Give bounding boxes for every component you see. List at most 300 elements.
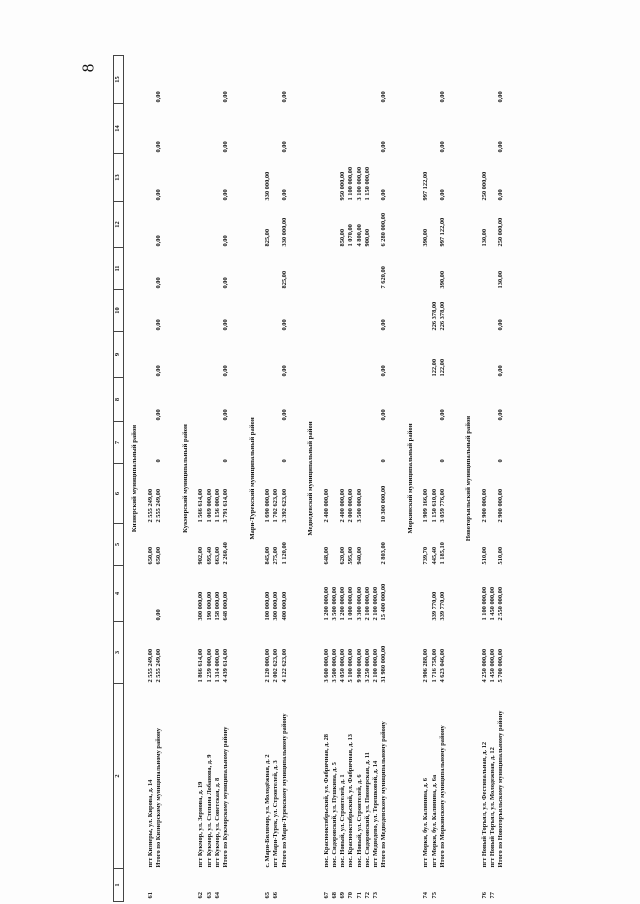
value-cell — [364, 332, 372, 378]
value-cell: 130,00 — [481, 228, 489, 247]
table-row — [481, 56, 489, 902]
spacer-row — [289, 56, 300, 902]
value-cell: 3 100 000,00 — [355, 166, 363, 201]
value-cell: 4 250 000,00 — [481, 648, 489, 683]
value-cell: 950 000,00 — [339, 171, 347, 201]
total-value-cell: 0,00 — [380, 189, 388, 201]
value-cell — [206, 56, 214, 104]
value-cell — [323, 290, 331, 332]
total-value-cell: 6 280 000,00 — [380, 212, 388, 247]
total-row — [155, 56, 163, 902]
value-cell — [214, 332, 222, 378]
total-value-cell: 0,00 — [155, 189, 163, 201]
total-value-cell: 5 700 000,00 — [497, 648, 505, 683]
value-cell — [372, 104, 380, 154]
table-row — [323, 56, 331, 902]
district-header-row — [464, 56, 475, 902]
value-cell — [331, 202, 339, 248]
value-cell — [422, 566, 430, 622]
address-cell: пгт Морки, бул. Калинина, д. 6 — [422, 778, 430, 868]
address-cell: пгт Мари-Турек, ул. Строителей, д. 3 — [272, 760, 280, 868]
table-row — [347, 56, 355, 902]
table-row — [339, 56, 347, 902]
value-cell: 2 100 000,00 — [372, 586, 380, 621]
value-cell: 510,00 — [481, 546, 489, 565]
district-header-row — [247, 56, 258, 902]
total-value-cell: 0 — [497, 459, 505, 463]
address-cell: пгт Кукмор, ул. Зернова, д. 19 — [197, 781, 205, 868]
address-cell: пгт Кукмор, ул. Степана Лобанова, д. 9 — [205, 754, 213, 868]
column-number-10: 10 — [114, 290, 124, 332]
value-cell — [264, 332, 272, 378]
value-cell: 300 000,00 — [197, 591, 205, 621]
spacer-row — [506, 56, 517, 902]
district-header-row — [130, 56, 141, 902]
spacer-cell — [163, 56, 174, 902]
value-cell — [331, 290, 339, 332]
total-value-cell: 0,00 — [497, 91, 505, 103]
value-cell — [214, 290, 222, 332]
value-cell: 250 000,00 — [481, 171, 489, 201]
value-cell: 339 770,00 — [430, 591, 438, 621]
value-cell — [272, 290, 280, 332]
address-cell: пос. Сидоровский, ул. Пионерская, д. 11 — [363, 752, 371, 868]
value-cell — [431, 104, 439, 154]
value-cell — [264, 56, 272, 104]
total-value-cell: 0,00 — [497, 189, 505, 201]
total-value-cell: 0,00 — [438, 409, 446, 421]
value-cell — [206, 378, 214, 422]
total-value-cell: 4 623 046,00 — [438, 648, 446, 683]
row-number: 68 — [331, 892, 339, 899]
address-cell: пос. Краснооктябрьский, ул. Фабричная, д. 28 — [322, 734, 330, 868]
value-cell — [364, 422, 372, 464]
row-number: 76 — [481, 892, 489, 899]
value-cell: 3 500 000,00 — [355, 488, 363, 523]
value-cell — [489, 290, 497, 332]
total-value-cell: 10 300 000,00 — [380, 485, 388, 523]
value-cell — [481, 290, 489, 332]
column-number-1: 1 — [114, 869, 124, 902]
value-cell — [422, 104, 430, 154]
value-cell: 1 000 000,00 — [347, 586, 355, 621]
total-value-cell: 0,00 — [222, 277, 230, 289]
value-cell: 1 690 000,00 — [264, 488, 272, 523]
value-cell — [206, 332, 214, 378]
value-cell — [356, 104, 364, 154]
total-value-cell: 0 — [222, 459, 230, 463]
total-value-cell: 330 000,00 — [280, 217, 288, 247]
value-cell: 1 716 758,00 — [430, 648, 438, 683]
value-cell: 3 250 000,00 — [363, 648, 371, 683]
total-row — [497, 56, 505, 902]
spacer-cell — [230, 56, 241, 902]
value-cell — [347, 332, 355, 378]
value-cell: 2 000 000,00 — [347, 488, 355, 523]
column-number-15: 15 — [114, 56, 124, 104]
table-header — [114, 56, 124, 902]
total-value-cell: 0 — [155, 459, 163, 463]
value-cell: 1 150 000,00 — [363, 166, 371, 201]
value-cell — [347, 248, 355, 290]
row-number: 64 — [213, 892, 221, 899]
value-cell — [323, 378, 331, 422]
value-cell — [356, 378, 364, 422]
value-cell — [272, 248, 280, 290]
value-cell: 275,00 — [272, 546, 280, 565]
value-cell — [364, 464, 372, 524]
value-cell — [264, 290, 272, 332]
value-cell — [331, 464, 339, 524]
value-cell — [372, 332, 380, 378]
row-number: 66 — [272, 892, 280, 899]
value-cell: 1 150 610,00 — [430, 488, 438, 523]
value-cell: 158 000,00 — [213, 591, 221, 621]
value-cell: 190 000,00 — [205, 591, 213, 621]
column-number-14: 14 — [114, 104, 124, 154]
row-number: 77 — [489, 892, 497, 899]
row-number: 65 — [264, 892, 272, 899]
total-value-cell: 0,00 — [380, 141, 388, 153]
value-cell — [206, 248, 214, 290]
value-cell — [323, 422, 331, 464]
row-number — [439, 869, 447, 902]
table-row — [356, 56, 364, 902]
page-number: 8 — [78, 63, 98, 73]
row-number — [497, 869, 505, 902]
address-cell: пгт Кукмор, ул. Советская, д. 8 — [213, 777, 221, 868]
value-cell — [356, 290, 364, 332]
total-value-cell: 15 400 000,00 — [380, 583, 388, 621]
total-value-cell: 0,00 — [280, 365, 288, 377]
value-cell — [372, 290, 380, 332]
value-cell — [372, 464, 380, 524]
value-cell — [364, 104, 372, 154]
total-value-cell: 2 555 249,00 — [155, 648, 163, 683]
spacer-row — [388, 56, 399, 902]
total-value-cell: 0,00 — [155, 319, 163, 331]
value-cell — [272, 56, 280, 104]
total-value-cell: 390,00 — [438, 270, 446, 289]
address-cell: пгт Новый Торъял, ул. Фестивальная, д. 12 — [481, 741, 489, 868]
total-value-cell: 0,00 — [155, 277, 163, 289]
value-cell: 2 002 623,00 — [272, 648, 280, 683]
spacer-cell — [388, 56, 399, 902]
value-cell: 226 378,00 — [430, 301, 438, 331]
column-number-5: 5 — [114, 524, 124, 566]
value-cell: 1 702 623,00 — [272, 488, 280, 523]
value-cell — [264, 248, 272, 290]
value-cell — [331, 248, 339, 290]
value-cell — [489, 248, 497, 290]
value-cell — [197, 248, 205, 290]
value-cell: 900,00 — [363, 228, 371, 247]
value-cell — [372, 248, 380, 290]
value-cell: 1 100 000,00 — [481, 586, 489, 621]
total-row — [281, 56, 289, 902]
district-title: Кукморский муниципальный район — [181, 424, 189, 533]
value-cell — [481, 378, 489, 422]
total-value-cell: 0,00 — [280, 141, 288, 153]
value-cell — [364, 248, 372, 290]
row-number: 63 — [205, 892, 213, 899]
value-cell — [147, 154, 155, 202]
value-cell — [147, 422, 155, 464]
value-cell — [489, 104, 497, 154]
total-value-cell: 250 000,00 — [497, 217, 505, 247]
value-cell — [197, 332, 205, 378]
value-cell — [323, 248, 331, 290]
value-cell: 1 069 000,00 — [205, 488, 213, 523]
value-cell — [323, 56, 331, 104]
value-cell — [372, 154, 380, 202]
value-cell — [339, 104, 347, 154]
value-cell: 1 450 000,00 — [489, 586, 497, 621]
total-value-cell: 4 439 614,00 — [222, 648, 230, 683]
value-cell: 3 600 000,00 — [322, 648, 330, 683]
district-title: Мари-Турекский муниципальный район — [248, 417, 256, 540]
value-cell — [272, 202, 280, 248]
value-cell: 390,00 — [422, 228, 430, 247]
value-cell — [206, 202, 214, 248]
total-value-cell: 997 122,00 — [438, 217, 446, 247]
value-cell — [214, 202, 222, 248]
value-cell — [372, 524, 380, 566]
total-value-cell: 3 392 623,00 — [280, 488, 288, 523]
value-cell: 3 300 000,00 — [355, 586, 363, 621]
district-title: Моркинский муниципальный район — [406, 423, 414, 534]
table-row — [489, 56, 497, 902]
value-cell — [364, 524, 372, 566]
address-cell: пгт Медведево, ул. Терешковой, д. 14 — [372, 760, 380, 868]
spacer-cell — [447, 56, 458, 902]
column-number-4: 4 — [114, 566, 124, 622]
total-label: Итого по Кукморскому муниципальному району — [222, 726, 230, 868]
total-value-cell: 0,00 — [497, 141, 505, 153]
value-cell — [431, 422, 439, 464]
value-cell: 5 100 000,00 — [347, 648, 355, 683]
value-cell — [347, 378, 355, 422]
value-cell — [489, 524, 497, 566]
value-cell — [197, 422, 205, 464]
total-value-cell: 4 122 623,00 — [280, 648, 288, 683]
column-number-9: 9 — [114, 332, 124, 378]
total-value-cell: 2 555 249,00 — [155, 488, 163, 523]
value-cell: 1 100 000,00 — [347, 166, 355, 201]
spacer-row — [163, 56, 174, 902]
value-cell — [356, 56, 364, 104]
row-number: 75 — [430, 892, 438, 899]
value-cell — [481, 422, 489, 464]
rotated-sheet — [113, 56, 640, 902]
value-cell — [356, 422, 364, 464]
table-row — [264, 56, 272, 902]
value-cell — [147, 202, 155, 248]
total-value-cell: 0,00 — [155, 609, 163, 621]
value-cell — [372, 202, 380, 248]
budget-table — [113, 55, 517, 902]
total-value-cell: 825,00 — [280, 270, 288, 289]
total-value-cell: 0,00 — [222, 91, 230, 103]
total-value-cell: 0,00 — [438, 91, 446, 103]
value-cell — [206, 290, 214, 332]
value-cell — [356, 248, 364, 290]
total-value-cell: 0,00 — [438, 141, 446, 153]
total-value-cell: 0,00 — [155, 91, 163, 103]
row-number — [281, 869, 289, 902]
district-title: Новоторъяльский муниципальный район — [465, 415, 473, 542]
row-number: 62 — [197, 892, 205, 899]
spacer-row — [447, 56, 458, 902]
value-cell: 739,70 — [422, 546, 430, 565]
total-value-cell: 1 185,10 — [438, 542, 446, 565]
address-cell: пос. Сидоровский, ул. Пушкина, д. 5 — [331, 762, 339, 868]
district-title: Медведевский муниципальный район — [307, 421, 315, 536]
total-value-cell: 0 — [280, 459, 288, 463]
value-cell — [264, 104, 272, 154]
value-cell — [489, 202, 497, 248]
row-number — [155, 869, 163, 902]
value-cell — [339, 378, 347, 422]
total-value-cell: 3 059 776,00 — [438, 488, 446, 523]
total-value-cell: 648 000,00 — [222, 591, 230, 621]
table-row — [431, 56, 439, 902]
total-value-cell: 0,00 — [155, 365, 163, 377]
column-number-13: 13 — [114, 154, 124, 202]
value-cell: 1 314 000,00 — [213, 648, 221, 683]
value-cell — [323, 202, 331, 248]
value-cell: 650,00 — [147, 546, 154, 565]
table-row — [331, 56, 339, 902]
total-value-cell: 0,00 — [222, 409, 230, 421]
district-header-row — [180, 56, 191, 902]
value-cell — [339, 422, 347, 464]
value-cell — [339, 332, 347, 378]
column-number-row — [114, 56, 124, 902]
total-value-cell: 0,00 — [380, 91, 388, 103]
value-cell: 300 000,00 — [272, 591, 280, 621]
value-cell — [331, 332, 339, 378]
total-value-cell: 0,00 — [155, 235, 163, 247]
value-cell — [339, 56, 347, 104]
district-title: Кизнерский муниципальный район — [131, 424, 139, 533]
total-value-cell: 2 550 000,00 — [497, 586, 505, 621]
value-cell — [147, 56, 155, 104]
value-cell: 620,00 — [339, 546, 347, 565]
value-cell — [272, 378, 280, 422]
address-cell: пгт Кизнеры, ул. Кирова, д. 14 — [147, 779, 154, 868]
value-cell — [422, 56, 430, 104]
total-row — [439, 56, 447, 902]
value-cell — [364, 290, 372, 332]
value-cell: 2 100 000,00 — [372, 648, 380, 683]
value-cell — [197, 202, 205, 248]
value-cell — [264, 378, 272, 422]
total-value-cell: 31 980 000,00 — [380, 645, 388, 683]
total-row — [222, 56, 230, 902]
table-row — [272, 56, 280, 902]
value-cell: 330 000,00 — [264, 171, 272, 201]
value-cell — [422, 422, 430, 464]
total-value-cell: 3 791 614,00 — [222, 488, 230, 523]
total-value-cell: 0,00 — [222, 235, 230, 247]
value-cell — [347, 422, 355, 464]
total-value-cell: 226 378,00 — [438, 301, 446, 331]
value-cell — [331, 104, 339, 154]
value-cell — [197, 56, 205, 104]
value-cell — [339, 248, 347, 290]
column-number-12: 12 — [114, 202, 124, 248]
value-cell — [347, 104, 355, 154]
total-value-cell: 0,00 — [280, 409, 288, 421]
table-row — [214, 56, 222, 902]
total-row — [380, 56, 388, 902]
value-cell — [372, 378, 380, 422]
value-cell — [331, 56, 339, 104]
row-number: 74 — [422, 892, 430, 899]
value-cell — [197, 378, 205, 422]
address-cell: с. Мари-Билямор, ул. Молодёжная, д. 2 — [264, 754, 272, 868]
value-cell — [206, 154, 214, 202]
total-value-cell: 0,00 — [222, 141, 230, 153]
total-label: Итого по Кизнерскому муниципальному району — [155, 728, 163, 868]
table-row — [364, 56, 372, 902]
value-cell — [331, 422, 339, 464]
value-cell: 100 000,00 — [264, 591, 272, 621]
value-cell: 1 866 614,00 — [197, 648, 205, 683]
address-cell: пгт Новый Торъял, ул. Молодежная, д. 12 — [489, 747, 497, 868]
address-cell: пос. Новый, ул. Строителей, д. 1 — [339, 774, 347, 868]
value-cell: 1 200 000,00 — [322, 586, 330, 621]
value-cell: 1 070,00 — [347, 224, 355, 247]
value-cell — [214, 104, 222, 154]
value-cell — [431, 202, 439, 248]
value-cell — [147, 104, 155, 154]
total-label: Итого по Медведевскому муниципальному району — [380, 721, 388, 868]
row-number — [380, 869, 388, 902]
total-value-cell: 122,00 — [438, 358, 446, 377]
value-cell — [422, 378, 430, 422]
value-cell — [323, 104, 331, 154]
total-value-cell: 0,00 — [280, 189, 288, 201]
table-row — [206, 56, 214, 902]
value-cell — [197, 154, 205, 202]
total-value-cell: 650,00 — [155, 546, 163, 565]
total-value-cell: 0,00 — [380, 365, 388, 377]
value-cell — [214, 56, 222, 104]
value-cell — [489, 332, 497, 378]
value-cell — [481, 332, 489, 378]
value-cell: 9 900 000,00 — [355, 648, 363, 683]
table-row — [147, 56, 155, 902]
value-cell — [431, 154, 439, 202]
total-value-cell: 0,00 — [280, 91, 288, 103]
row-number: 71 — [355, 892, 363, 899]
value-cell: 2 900 000,00 — [481, 488, 489, 523]
value-cell — [431, 56, 439, 104]
value-cell: 445,40 — [430, 546, 438, 565]
row-number: 70 — [347, 892, 355, 899]
value-cell — [364, 378, 372, 422]
row-number: 69 — [339, 892, 347, 899]
spacer-cell — [506, 56, 517, 902]
column-number-11: 11 — [114, 248, 124, 290]
total-value-cell: 0,00 — [222, 189, 230, 201]
value-cell — [264, 422, 272, 464]
row-number: 61 — [147, 892, 154, 899]
total-value-cell: 7 620,00 — [380, 266, 388, 289]
total-value-cell: 2 900 000,00 — [497, 488, 505, 523]
